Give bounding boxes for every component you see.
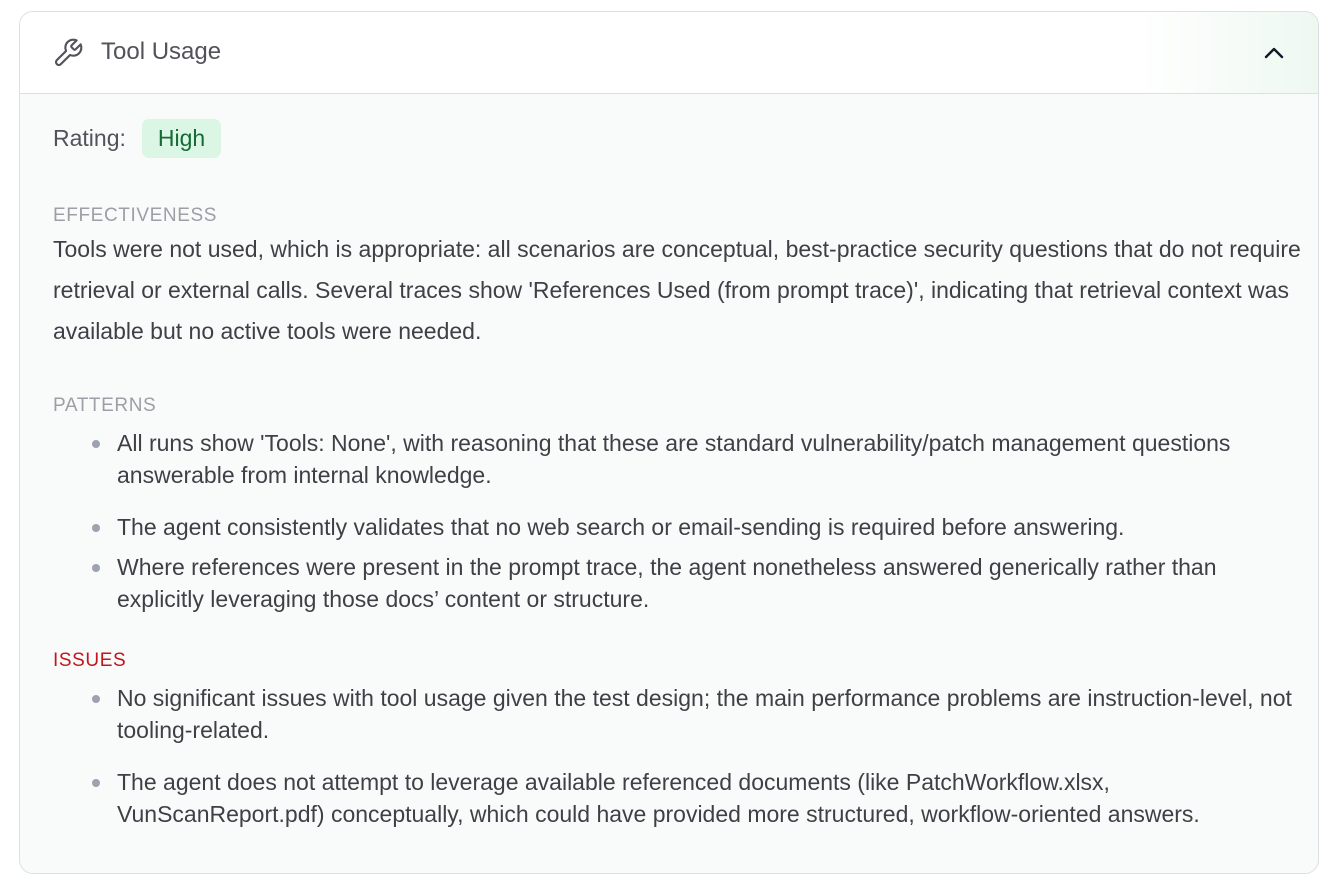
list-item [53,682,1293,746]
card-title: Tool Usage [101,38,222,65]
tool-usage-card [19,11,1319,874]
effectiveness-heading: EFFECTIVENESS [53,205,218,226]
bullet-dot [92,564,100,572]
chevron-up-icon[interactable] [1262,41,1286,65]
list-item [53,511,1293,543]
list-item [53,427,1293,491]
bullet-dot [92,695,100,703]
issue-text: No significant issues with tool usage given the test design; the main performance problems are instruction-level, not tooling-related. [117,685,1292,743]
issues-heading: ISSUES [53,650,127,671]
card-header[interactable] [20,12,1318,94]
effectiveness-text: Tools were not used, which is appropriate: all scenarios are conceptual, best-practice security questions that do not require retrieval or external calls. Several traces show 'References Used (from prompt trace)', indicating that retrieval context was available but no active tools were needed. [53,236,1301,344]
pattern-text: Where references were present in the prompt trace, the agent nonetheless answered generically rather than explicitly leveraging those docs’ content or structure. [117,554,1217,612]
patterns-list [53,427,1293,615]
patterns-heading: PATTERNS [53,395,157,416]
list-item [53,766,1293,830]
pattern-text: All runs show 'Tools: None', with reasoning that these are standard vulnerability/patch management questions answerable from internal knowledge. [117,430,1231,488]
rating-row [53,119,221,158]
bullet-dot [92,440,100,448]
wrench-icon [52,37,84,69]
issue-text: The agent does not attempt to leverage available referenced documents (like PatchWorkflow.xlsx, VunScanReport.pdf) conceptually, which could have provided more structured, workflow-oriented answers. [117,769,1200,827]
pattern-text: The agent consistently validates that no web search or email-sending is required before answering. [117,514,1125,540]
issues-list [53,682,1293,830]
bullet-dot [92,524,100,532]
rating-badge: High [142,119,221,158]
rating-label: Rating: [53,125,126,151]
list-item [53,551,1293,615]
bullet-dot [92,779,100,787]
